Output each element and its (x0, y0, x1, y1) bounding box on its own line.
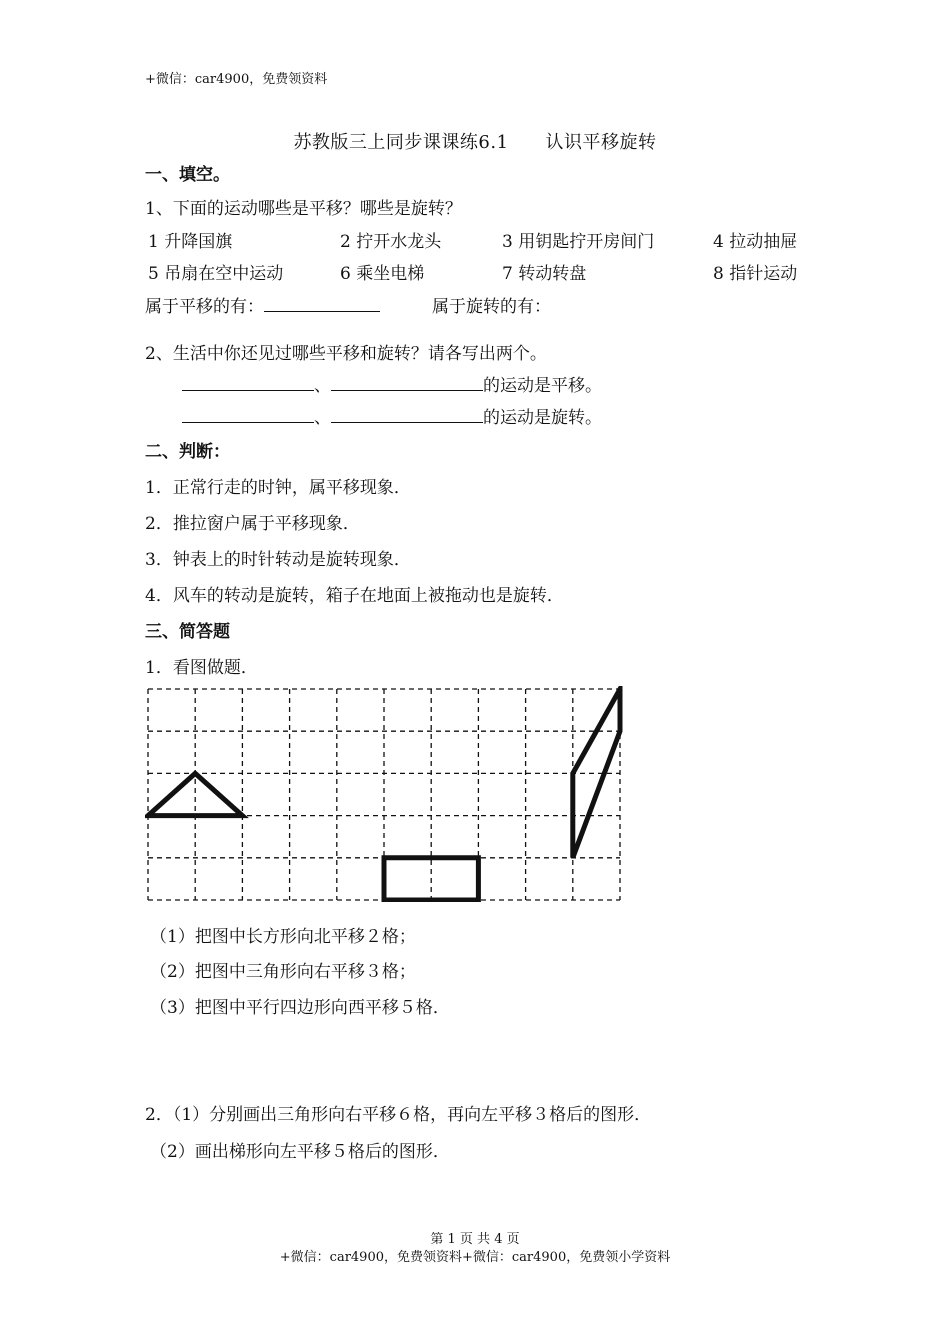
q1-item-7: 7 转动转盘 (502, 264, 587, 284)
rotate-label: 属于旋转的有： (432, 297, 551, 317)
q1-item-3: 3 用钥匙拧开房间门 (502, 232, 655, 252)
parallelogram-shape (573, 689, 620, 858)
s3-q2-line-1: 2．（1）分别画出三角形向右平移６格，再向左平移３格后的图形． (145, 1105, 652, 1125)
section3-heading: 三、简答题 (145, 622, 230, 642)
rotate-answer-row (432, 292, 551, 317)
judge-item-1: 1．正常行走的时钟，属平移现象． (145, 478, 411, 498)
q2-separator: 、 (314, 408, 331, 428)
q2-rotate-blank-2[interactable] (331, 404, 483, 423)
s3-q1-sub-3: （3）把图中平行四边形向西平移５格． (150, 998, 450, 1018)
q2-rotate-blank-1[interactable] (182, 404, 314, 423)
judge-item-4: 4．风车的转动是旋转，箱子在地面上被拖动也是旋转． (145, 586, 564, 606)
q1-text: 1、下面的运动哪些是平移？哪些是旋转？ (145, 199, 462, 219)
section1-heading: 一、填空。 (145, 165, 230, 185)
q2-translate-suffix: 的运动是平移。 (483, 376, 602, 396)
translate-answer-row (145, 292, 380, 317)
q1-item-4: 4 拉动抽屉 (713, 232, 798, 252)
header-note: +微信：car4900，免费领资料 (145, 72, 328, 87)
page-number: 第 1 页 共 4 页 (430, 1232, 520, 1247)
q2-rotate-suffix: 的运动是旋转。 (483, 408, 602, 428)
s3-q2-line-2: （2）画出梯形向左平移５格后的图形． (150, 1142, 450, 1162)
q2-translate-blank-2[interactable] (331, 372, 483, 391)
q2-separator: 、 (314, 376, 331, 396)
s3-q1-sub-2: （2）把图中三角形向右平移３格； (150, 962, 416, 982)
q1-item-5: 5 吊扇在空中运动 (148, 264, 284, 284)
q1-item-6: 6 乘坐电梯 (340, 264, 425, 284)
q2-rotate-row (182, 403, 602, 428)
q2-translate-blank-1[interactable] (182, 372, 314, 391)
q1-item-8: 8 指针运动 (713, 264, 798, 284)
footer-note: +微信：car4900，免费领资料+微信：car4900，免费领小学资料 (279, 1250, 671, 1265)
document-title: 苏教版三上同步课课练6.1 认识平移旋转 (293, 132, 657, 153)
judge-item-3: 3．钟表上的时针转动是旋转现象． (145, 550, 411, 570)
translate-label: 属于平移的有： (145, 297, 264, 317)
q2-text: 2、生活中你还见过哪些平移和旋转？请各写出两个。 (145, 344, 547, 364)
shape-grid-figure (145, 686, 625, 902)
judge-item-2: 2．推拉窗户属于平移现象． (145, 514, 360, 534)
q1-item-2: 2 拧开水龙头 (340, 232, 442, 252)
s3-q1-sub-1: （1）把图中长方形向北平移２格； (150, 927, 416, 947)
q1-item-1: 1 升降国旗 (148, 232, 233, 252)
q2-translate-row (182, 371, 602, 396)
section2-heading: 二、判断： (145, 442, 230, 462)
s3-q1-text: 1．看图做题． (145, 658, 258, 678)
translate-answer-blank[interactable] (264, 293, 380, 312)
